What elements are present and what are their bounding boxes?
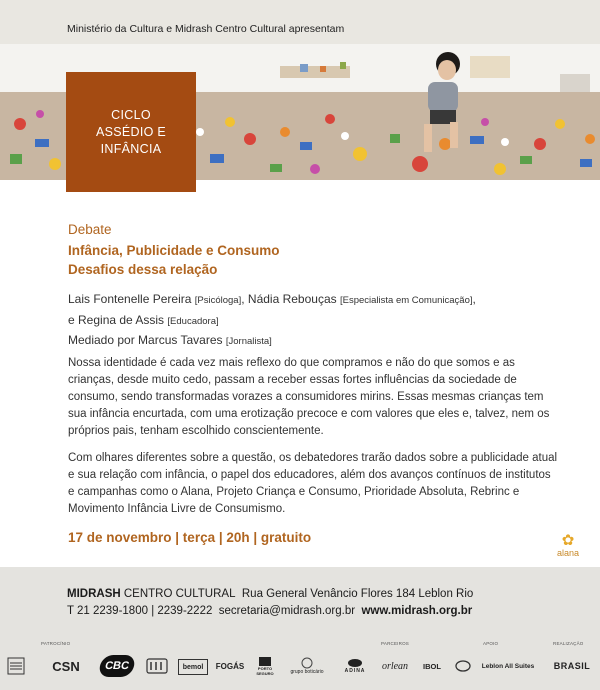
boticario-mark (301, 657, 313, 669)
speakers-list (68, 290, 476, 352)
porto-seguro-logo (254, 655, 276, 677)
cycle-title-block (66, 72, 196, 192)
leblon-all-suites-logo (480, 655, 536, 677)
cbc-logo-text: CBC (103, 660, 131, 672)
mediator-name: Mediado por Marcus Tavares (68, 333, 223, 347)
fogas-logo-text: FOGÁS (215, 661, 245, 671)
event-title (68, 241, 280, 279)
speaker-role: [Especialista em Comunicação] (339, 295, 473, 306)
venue-address-line (67, 588, 473, 600)
website-link[interactable]: www.midrash.org.br (361, 605, 473, 617)
speaker-name: e Regina de Assis (68, 312, 165, 327)
adina-logo-text: ADINA (344, 668, 366, 674)
speaker-name: Nádia Rebouças (247, 292, 337, 306)
round-sponsor-logo (453, 655, 473, 677)
speakers-line-2 (68, 311, 476, 332)
event-date: 17 de novembro | terça | 20h | gratuito (68, 530, 312, 545)
adina-mark (347, 658, 363, 668)
event-type: Debate (68, 222, 112, 237)
csn-logo-text: CSN (52, 658, 80, 674)
speakers-line-1: Lais Fontenelle Pereira [Psicóloga], Nádia Rebouças [Especialista em Comunicação], (68, 292, 476, 306)
mediator-role: [Jornalista] (225, 336, 272, 347)
ibol-logo-text: IBOL (423, 661, 441, 671)
brasil-government-logo (550, 655, 594, 677)
porto-seguro-logo-text: PORTO SEGURO (256, 665, 274, 676)
event-title-line-1: Infância, Publicidade e Consumo (68, 243, 280, 258)
bemol-logo-text: bemol (182, 663, 204, 671)
description-paragraph-2: Com olhares diferentes sobre a questão, os debatedores trarão dados sobre a publicidade atual e sua relação com infância, o papel dos educadores, além dos avanços contínuos de institutos e campanhas como o Alana, Projeto Criança e Consumo, Prioridade Absoluta, Rebrinc e Movimento Infância Livre de Consumismo. (68, 452, 558, 515)
grupo-boticario-logo (286, 655, 328, 677)
speaker-role: [Psicóloga] (194, 295, 242, 306)
adina-logo (338, 655, 372, 677)
bemol-logo (178, 659, 208, 675)
mbr-logo (144, 655, 170, 677)
ibol-logo (416, 655, 448, 677)
alana-logo (553, 533, 583, 558)
boticario-logo-text: grupo boticário (290, 669, 324, 675)
contact-line (67, 605, 472, 617)
orlean-logo-text: orlean (381, 660, 409, 672)
sponsor-label-patrocinio: PATROCÍNIO (41, 641, 71, 646)
presenter-line: Ministério da Cultura e Midrash Centro Cultural apresentam (67, 23, 345, 35)
description-paragraph-1: Nossa identidade é cada vez mais reflexo do que compramos e não do que somos e as crianças, desde muito cedo, passam a receber essas fortes influências da sociedade de consumo, sendo transformadas vorazes a consumidores mirins. Essas mesmas crianças tem sua infância encurtada, com uma erotização precoce e com valores que eles e, talvez, nem os próprios pais, tenham escolhido conscientemente. (68, 357, 550, 437)
sponsor-label-parceiros: PARCEIROS (381, 641, 409, 646)
csn-logo (40, 655, 92, 677)
fogas-logo (213, 655, 247, 677)
speaker-role: [Educadora] (167, 315, 219, 327)
orlean-logo (378, 655, 412, 677)
speaker-name: Lais Fontenelle Pereira (68, 292, 192, 306)
mbr-logo-mark (146, 658, 168, 674)
minc-logo (6, 655, 26, 677)
event-title-line-2: Desafios dessa relação (68, 262, 218, 277)
minc-logo-mark (7, 657, 25, 675)
mediator-line (68, 331, 476, 352)
alana-logo-text: alana (556, 548, 580, 558)
phone-numbers: T 21 2239-1800 | 2239-2222 (67, 605, 213, 617)
sponsor-label-realizacao: REALIZAÇÃO (553, 641, 584, 646)
porto-seguro-mark (259, 657, 271, 666)
round-sponsor-mark (455, 660, 471, 672)
brasil-logo-text: BRASIL (553, 661, 591, 671)
leblon-logo-text: Leblon All Suites (481, 662, 535, 670)
venue-name-rest: CENTRO CULTURAL (120, 588, 236, 600)
flower-icon: ✿ (561, 532, 575, 549)
header-band (0, 0, 600, 44)
venue-name-bold: MIDRASH (67, 588, 121, 600)
cycle-title: CICLO ASSÉDIO E INFÂNCIA (95, 107, 167, 156)
email-link[interactable]: secretaria@midrash.org.br (218, 605, 356, 617)
venue-address: Rua General Venâncio Flores 184 Leblon Rio (241, 588, 474, 600)
sponsor-label-apoio: APOIO (483, 641, 499, 646)
